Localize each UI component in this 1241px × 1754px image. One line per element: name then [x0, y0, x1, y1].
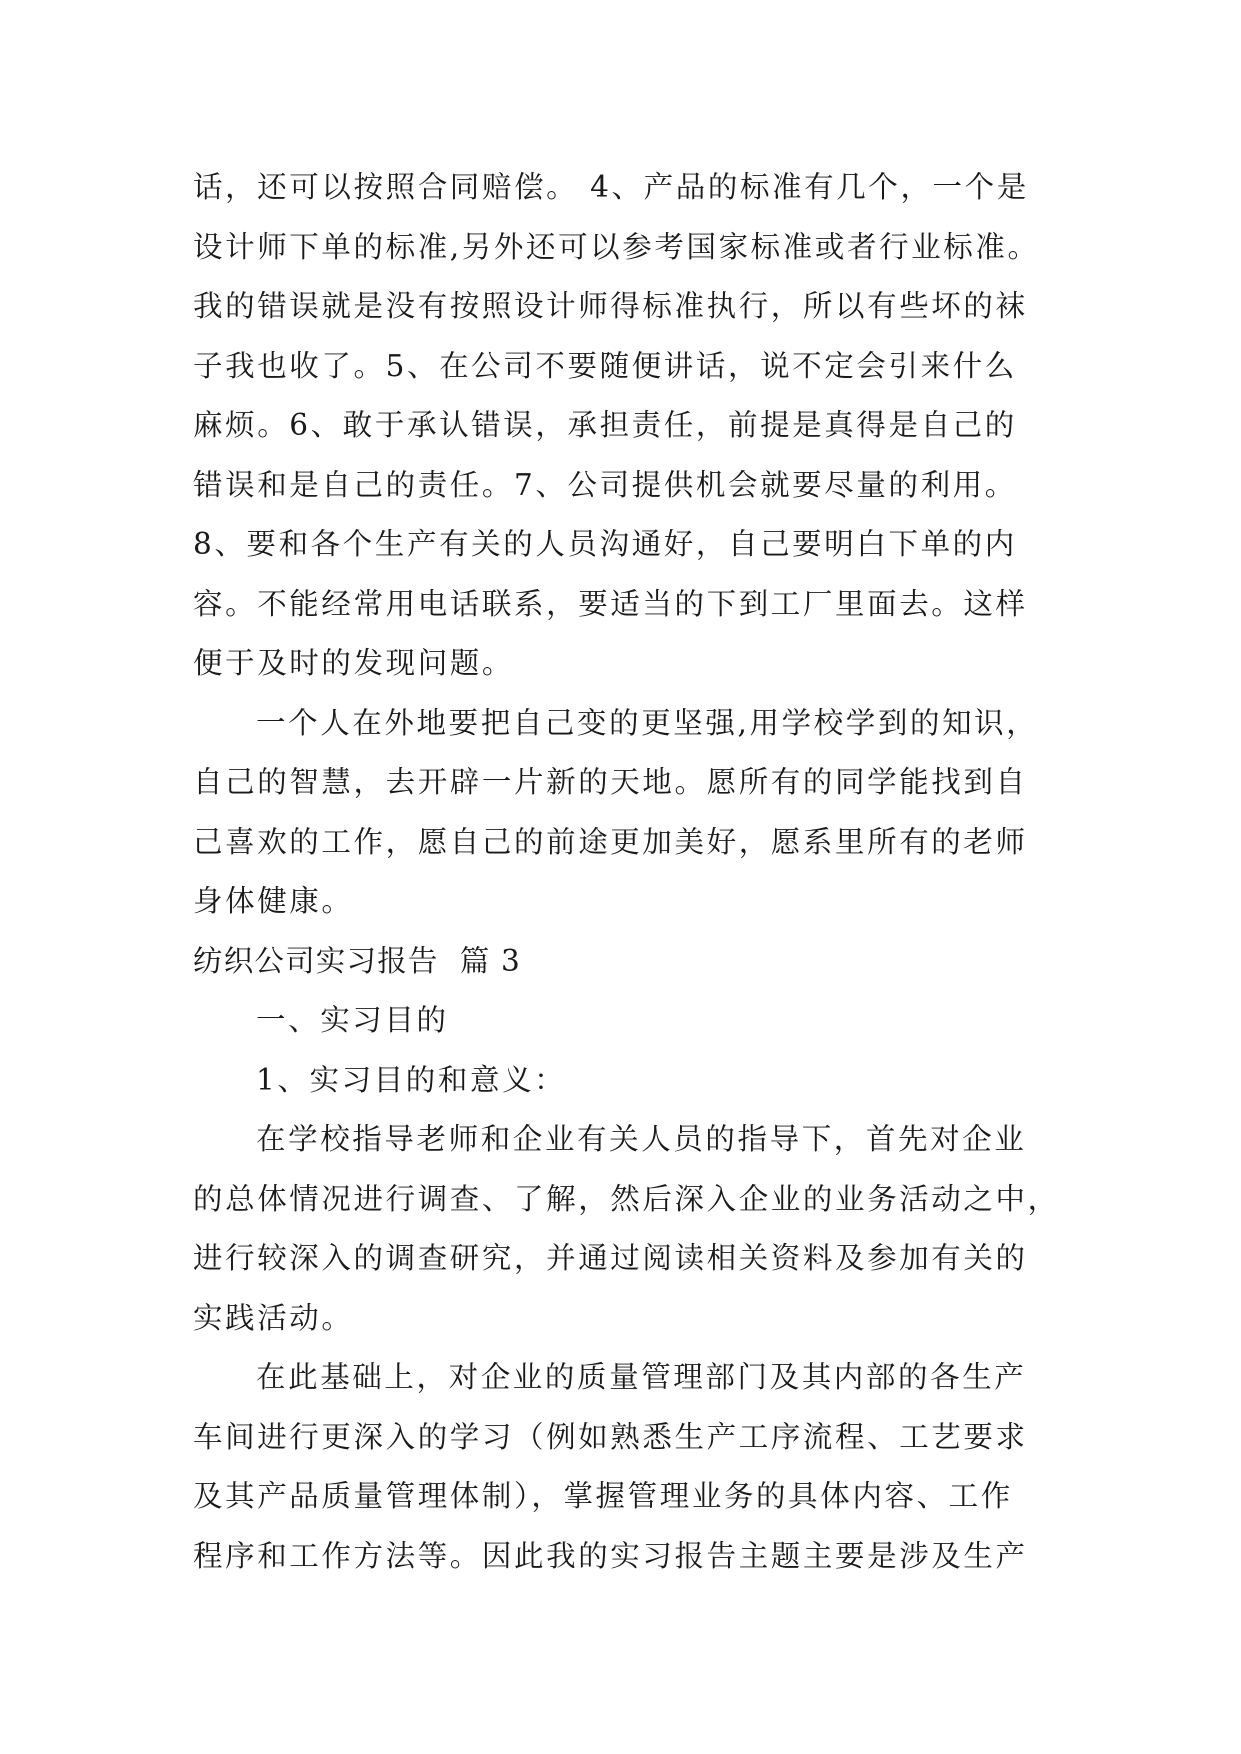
text-line: 我的错误就是没有按照设计师得标准执行，所以有些坏的袜 [193, 289, 1028, 323]
text-line: 己喜欢的工作，愿自己的前途更加美好，愿系里所有的老师 [193, 824, 1028, 859]
section-heading: 一、实习目的 [256, 1003, 449, 1037]
text-line: 便于及时的发现问题。 [193, 646, 515, 680]
text-line: 话，还可以按照合同赔偿。 4、产品的标准有几个，一个是 [193, 170, 1029, 204]
text-line: 麻烦。6、敢于承认错误，承担责任，前提是真得是自己的 [193, 408, 1017, 442]
text-line: 错误和是自己的责任。7、公司提供机会就要尽量的利用。 [193, 467, 1017, 502]
text-line: 车间进行更深入的学习（例如熟悉生产工序流程、工艺要求 [193, 1419, 1028, 1454]
text-line: 的总体情况进行调查、了解，然后深入企业的业务活动之中， [193, 1181, 1060, 1216]
section-title: 纺织公司实习报告 篇 3 [193, 943, 522, 978]
paragraph-start-line: 在学校指导老师和企业有关人员的指导下，首先对企业 [256, 1122, 1027, 1156]
text-line: 子我也收了。5、在公司不要随便讲话，说不定会引来什么 [193, 348, 1017, 383]
text-line: 程序和工作方法等。因此我的实习报告主题主要是涉及生产 [193, 1538, 1028, 1573]
subsection-heading: 1、实习目的和意义： [256, 1062, 567, 1097]
text-line: 进行较深入的调查研究，并通过阅读相关资料及参加有关的 [193, 1241, 1028, 1275]
text-line: 8、要和各个生产有关的人员沟通好，自己要明白下单的内 [193, 527, 1017, 561]
paragraph-start-line: 一个人在外地要把自己变的更坚强,用学校学到的知识， [256, 705, 1039, 740]
text-line: 身体健康。 [193, 884, 354, 918]
text-line: 及其产品质量管理体制），掌握管理业务的具体内容、工作 [193, 1479, 1013, 1513]
text-line: 设计师下单的标准,另外还可以参考国家标准或者行业标准。 [193, 229, 1040, 264]
paragraph-start-line: 在此基础上，对企业的质量管理部门及其内部的各生产 [256, 1360, 1027, 1394]
text-line: 实践活动。 [193, 1300, 354, 1335]
text-line: 自己的智慧，去开辟一片新的天地。愿所有的同学能找到自 [193, 765, 1028, 799]
document-body [193, 158, 1083, 1586]
text-line: 容。不能经常用电话联系，要适当的下到工厂里面去。这样 [193, 586, 1028, 621]
